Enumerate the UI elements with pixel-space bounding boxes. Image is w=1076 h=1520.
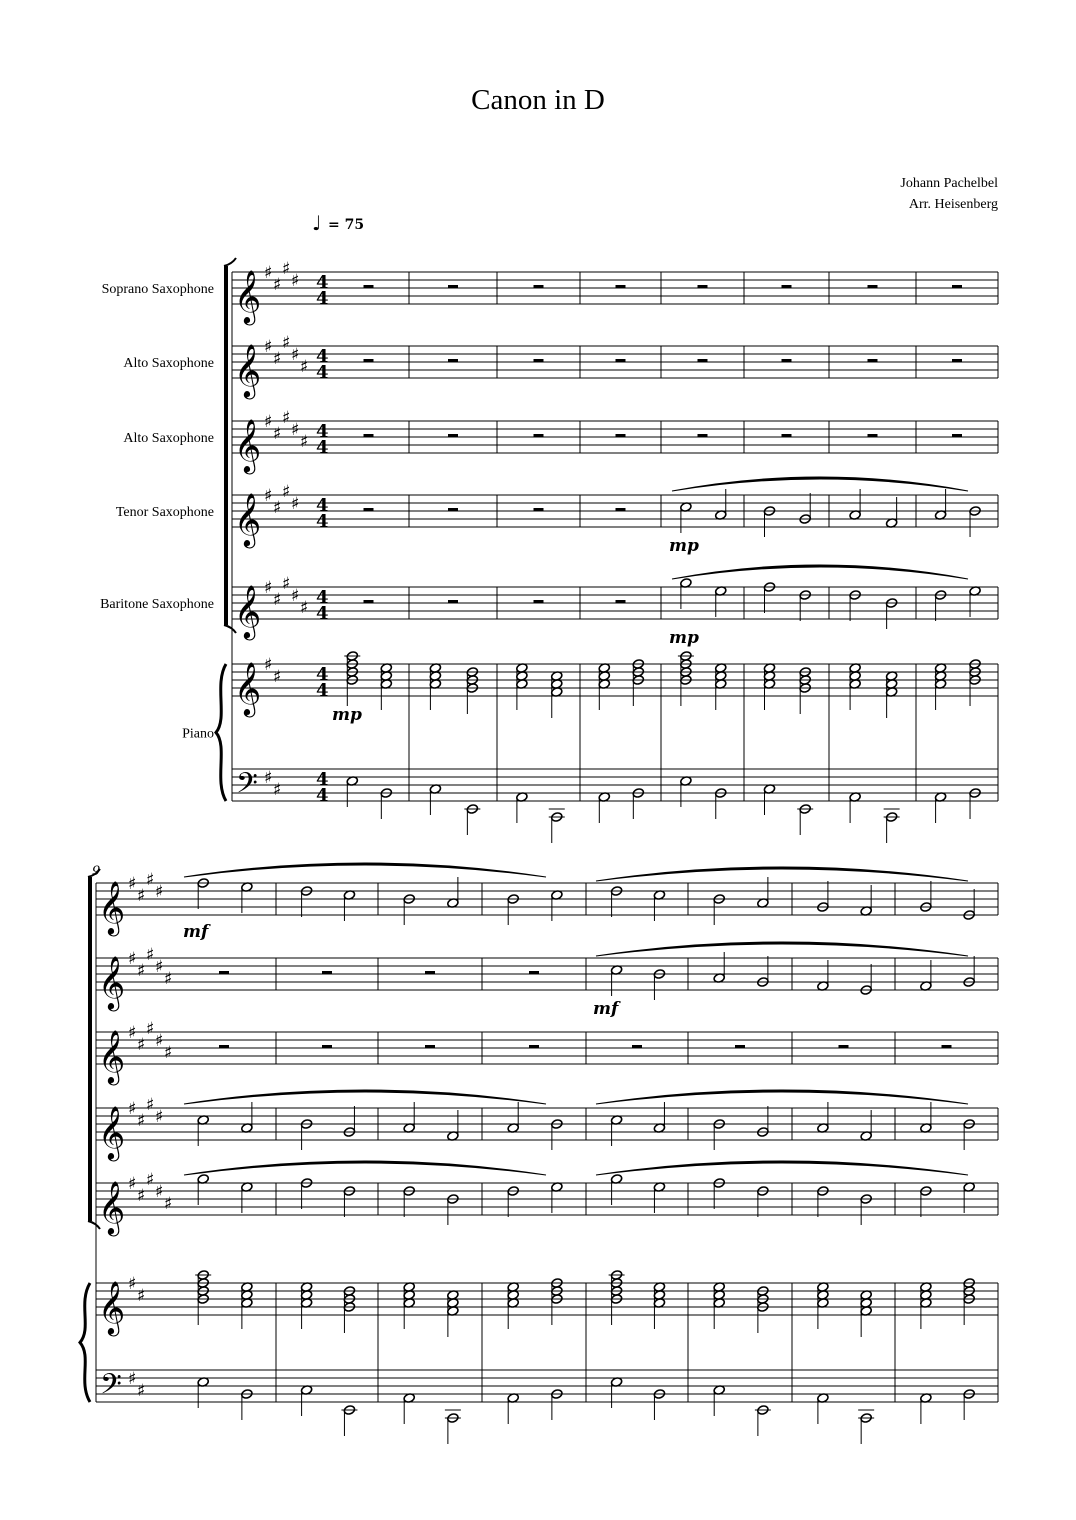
dynamic-mf: mf bbox=[183, 922, 209, 942]
key-signature-sharp-icon: ♯ bbox=[264, 578, 273, 598]
key-signature-sharp-icon: ♯ bbox=[137, 1286, 146, 1306]
whole-rest bbox=[448, 285, 458, 288]
treble-clef-icon: 𝄞 bbox=[234, 418, 262, 472]
piano-chords bbox=[195, 1270, 975, 1337]
whole-rest bbox=[698, 434, 708, 437]
key-signature-sharp-icon: ♯ bbox=[291, 345, 300, 365]
whole-rest bbox=[952, 359, 962, 362]
staff-alto2 bbox=[232, 408, 998, 474]
key-signature-sharp-icon: ♯ bbox=[300, 432, 309, 452]
whole-rest bbox=[219, 971, 229, 974]
whole-rest bbox=[616, 359, 626, 362]
key-signature-sharp-icon: ♯ bbox=[300, 357, 309, 377]
slur bbox=[184, 1161, 546, 1175]
slur bbox=[184, 863, 546, 877]
treble-clef-icon: 𝄞 bbox=[98, 1029, 126, 1083]
whole-rest bbox=[735, 1045, 745, 1048]
instrument-label-baritone: Baritone Saxophone bbox=[100, 597, 214, 612]
quarter-note-icon: ♩ bbox=[312, 211, 322, 235]
key-signature-sharp-icon: ♯ bbox=[273, 349, 282, 369]
key-signature-sharp-icon: ♯ bbox=[146, 1095, 155, 1115]
treble-clef-icon: 𝄞 bbox=[98, 1280, 126, 1334]
dynamic-mp: mp bbox=[669, 536, 699, 556]
key-signature-sharp-icon: ♯ bbox=[137, 1186, 146, 1206]
bass-clef-icon: 𝄢 bbox=[100, 1368, 122, 1408]
key-signature-sharp-icon: ♯ bbox=[273, 667, 282, 687]
treble-clef-icon: 𝄞 bbox=[234, 661, 262, 715]
whole-rest bbox=[364, 600, 374, 603]
key-signature-sharp-icon: ♯ bbox=[273, 590, 282, 610]
slur bbox=[596, 867, 968, 881]
staff-tenor bbox=[96, 1095, 998, 1161]
whole-rest bbox=[425, 1045, 435, 1048]
key-signature-sharp-icon: ♯ bbox=[137, 886, 146, 906]
whole-rest bbox=[632, 1045, 642, 1048]
whole-rest bbox=[364, 434, 374, 437]
key-signature-sharp-icon: ♯ bbox=[291, 586, 300, 606]
whole-rest bbox=[534, 434, 544, 437]
treble-clef-icon: 𝄞 bbox=[234, 269, 262, 323]
treble-clef-icon: 𝄞 bbox=[98, 955, 126, 1009]
ensemble-bracket bbox=[88, 877, 92, 1221]
key-signature-sharp-icon: ♯ bbox=[300, 598, 309, 618]
whole-rest bbox=[322, 1045, 332, 1048]
whole-rest bbox=[364, 359, 374, 362]
whole-rest bbox=[616, 508, 626, 511]
time-signature-bottom: 4 bbox=[316, 511, 329, 532]
whole-rest bbox=[782, 285, 792, 288]
tempo-marking bbox=[312, 211, 364, 235]
whole-rest bbox=[448, 600, 458, 603]
piano-brace bbox=[80, 1283, 90, 1402]
treble-clef-icon: 𝄞 bbox=[234, 343, 262, 397]
whole-rest bbox=[322, 971, 332, 974]
bracket-hook bbox=[224, 258, 236, 266]
whole-rest bbox=[219, 1045, 229, 1048]
key-signature-sharp-icon: ♯ bbox=[155, 882, 164, 902]
key-signature-sharp-icon: ♯ bbox=[291, 494, 300, 514]
key-signature-sharp-icon: ♯ bbox=[164, 1194, 173, 1214]
whole-rest bbox=[534, 359, 544, 362]
ensemble-bracket bbox=[224, 266, 228, 625]
time-signature-top: 4 bbox=[316, 421, 329, 442]
whole-rest bbox=[616, 600, 626, 603]
tempo-value: = 75 bbox=[328, 217, 365, 233]
key-signature-sharp-icon: ♯ bbox=[128, 1174, 137, 1194]
key-signature-sharp-icon: ♯ bbox=[282, 259, 291, 279]
key-signature-sharp-icon: ♯ bbox=[273, 275, 282, 295]
key-signature-sharp-icon: ♯ bbox=[273, 424, 282, 444]
whole-rest bbox=[782, 359, 792, 362]
time-signature-bottom: 4 bbox=[316, 680, 329, 701]
dynamic-mf: mf bbox=[593, 999, 619, 1019]
key-signature-sharp-icon: ♯ bbox=[264, 486, 273, 506]
slur bbox=[596, 942, 968, 956]
whole-rest bbox=[616, 434, 626, 437]
whole-rest bbox=[616, 285, 626, 288]
time-signature-bottom: 4 bbox=[316, 362, 329, 383]
treble-clef-icon: 𝄞 bbox=[234, 584, 262, 638]
key-signature-sharp-icon: ♯ bbox=[155, 1107, 164, 1127]
slur bbox=[672, 565, 968, 579]
whole-rest bbox=[425, 971, 435, 974]
melody bbox=[680, 489, 982, 537]
staff-soprano bbox=[96, 870, 998, 936]
key-signature-sharp-icon: ♯ bbox=[137, 1111, 146, 1131]
key-signature-sharp-icon: ♯ bbox=[146, 945, 155, 965]
whole-rest bbox=[364, 508, 374, 511]
whole-rest bbox=[698, 285, 708, 288]
staff-tenor bbox=[232, 482, 998, 548]
key-signature-sharp-icon: ♯ bbox=[137, 1035, 146, 1055]
time-signature-bottom: 4 bbox=[316, 785, 329, 806]
arranger-credit: Arr. Heisenberg bbox=[908, 197, 998, 212]
treble-clef-icon: 𝄞 bbox=[234, 492, 262, 546]
key-signature-sharp-icon: ♯ bbox=[128, 949, 137, 969]
whole-rest bbox=[534, 508, 544, 511]
slur bbox=[596, 1161, 968, 1175]
instrument-label-tenor: Tenor Saxophone bbox=[115, 505, 214, 520]
whole-rest bbox=[534, 285, 544, 288]
instrument-label-alto2: Alto Saxophone bbox=[123, 431, 214, 446]
time-signature-top: 4 bbox=[316, 664, 329, 685]
whole-rest bbox=[868, 359, 878, 362]
slur bbox=[596, 1090, 968, 1104]
whole-rest bbox=[952, 434, 962, 437]
dynamic-mp: mp bbox=[669, 628, 699, 648]
treble-clef-icon: 𝄞 bbox=[98, 1105, 126, 1159]
key-signature-sharp-icon: ♯ bbox=[291, 271, 300, 291]
key-signature-sharp-icon: ♯ bbox=[164, 1043, 173, 1063]
time-signature-bottom: 4 bbox=[316, 288, 329, 309]
time-signature-top: 4 bbox=[316, 769, 329, 790]
key-signature-sharp-icon: ♯ bbox=[155, 1182, 164, 1202]
whole-rest bbox=[529, 1045, 539, 1048]
key-signature-sharp-icon: ♯ bbox=[128, 1099, 137, 1119]
whole-rest bbox=[698, 359, 708, 362]
piano-chords bbox=[344, 651, 981, 718]
key-signature-sharp-icon: ♯ bbox=[146, 870, 155, 890]
staff-baritone bbox=[232, 574, 998, 640]
whole-rest bbox=[364, 285, 374, 288]
key-signature-sharp-icon: ♯ bbox=[273, 498, 282, 518]
key-signature-sharp-icon: ♯ bbox=[155, 957, 164, 977]
whole-rest bbox=[952, 285, 962, 288]
instrument-label-soprano: Soprano Saxophone bbox=[101, 282, 214, 297]
composer-credit: Johann Pachelbel bbox=[900, 176, 998, 191]
slur bbox=[184, 1090, 546, 1104]
melody bbox=[610, 952, 975, 1000]
piano-bass-notes bbox=[346, 776, 981, 843]
key-signature-sharp-icon: ♯ bbox=[264, 768, 273, 788]
key-signature-sharp-icon: ♯ bbox=[137, 1381, 146, 1401]
time-signature-top: 4 bbox=[316, 587, 329, 608]
key-signature-sharp-icon: ♯ bbox=[273, 780, 282, 800]
key-signature-sharp-icon: ♯ bbox=[264, 655, 273, 675]
key-signature-sharp-icon: ♯ bbox=[137, 961, 146, 981]
key-signature-sharp-icon: ♯ bbox=[264, 337, 273, 357]
key-signature-sharp-icon: ♯ bbox=[128, 874, 137, 894]
dynamic-mp: mp bbox=[332, 705, 362, 725]
time-signature-top: 4 bbox=[316, 495, 329, 516]
key-signature-sharp-icon: ♯ bbox=[155, 1031, 164, 1051]
key-signature-sharp-icon: ♯ bbox=[282, 408, 291, 428]
key-signature-sharp-icon: ♯ bbox=[282, 482, 291, 502]
key-signature-sharp-icon: ♯ bbox=[282, 574, 291, 594]
key-signature-sharp-icon: ♯ bbox=[128, 1369, 137, 1389]
whole-rest bbox=[839, 1045, 849, 1048]
bass-clef-icon: 𝄢 bbox=[236, 767, 258, 807]
key-signature-sharp-icon: ♯ bbox=[128, 1274, 137, 1294]
staff-alto1 bbox=[96, 945, 998, 1011]
whole-rest bbox=[868, 285, 878, 288]
instrument-label-piano: Piano bbox=[182, 726, 214, 742]
treble-clef-icon: 𝄞 bbox=[98, 1180, 126, 1234]
whole-rest bbox=[534, 600, 544, 603]
key-signature-sharp-icon: ♯ bbox=[146, 1019, 155, 1039]
staff-alto2 bbox=[96, 1019, 998, 1085]
key-signature-sharp-icon: ♯ bbox=[282, 333, 291, 353]
score-title: Canon in D bbox=[471, 84, 605, 116]
whole-rest bbox=[782, 434, 792, 437]
whole-rest bbox=[448, 508, 458, 511]
key-signature-sharp-icon: ♯ bbox=[264, 263, 273, 283]
whole-rest bbox=[448, 359, 458, 362]
key-signature-sharp-icon: ♯ bbox=[146, 1170, 155, 1190]
piano-treble-staff bbox=[96, 1274, 998, 1336]
time-signature-top: 4 bbox=[316, 346, 329, 367]
whole-rest bbox=[942, 1045, 952, 1048]
whole-rest bbox=[529, 971, 539, 974]
time-signature-top: 4 bbox=[316, 272, 329, 293]
time-signature-bottom: 4 bbox=[316, 437, 329, 458]
staff-alto1 bbox=[232, 333, 998, 399]
key-signature-sharp-icon: ♯ bbox=[128, 1023, 137, 1043]
whole-rest bbox=[448, 434, 458, 437]
staff-soprano bbox=[232, 259, 998, 325]
key-signature-sharp-icon: ♯ bbox=[291, 420, 300, 440]
time-signature-bottom: 4 bbox=[316, 603, 329, 624]
piano-brace bbox=[216, 664, 226, 801]
piano-bass-staff bbox=[96, 1368, 998, 1408]
whole-rest bbox=[868, 434, 878, 437]
key-signature-sharp-icon: ♯ bbox=[264, 412, 273, 432]
key-signature-sharp-icon: ♯ bbox=[164, 969, 173, 989]
instrument-label-alto1: Alto Saxophone bbox=[123, 356, 214, 371]
treble-clef-icon: 𝄞 bbox=[98, 880, 126, 934]
measure-number: 9 bbox=[92, 864, 101, 879]
slur bbox=[672, 477, 968, 491]
